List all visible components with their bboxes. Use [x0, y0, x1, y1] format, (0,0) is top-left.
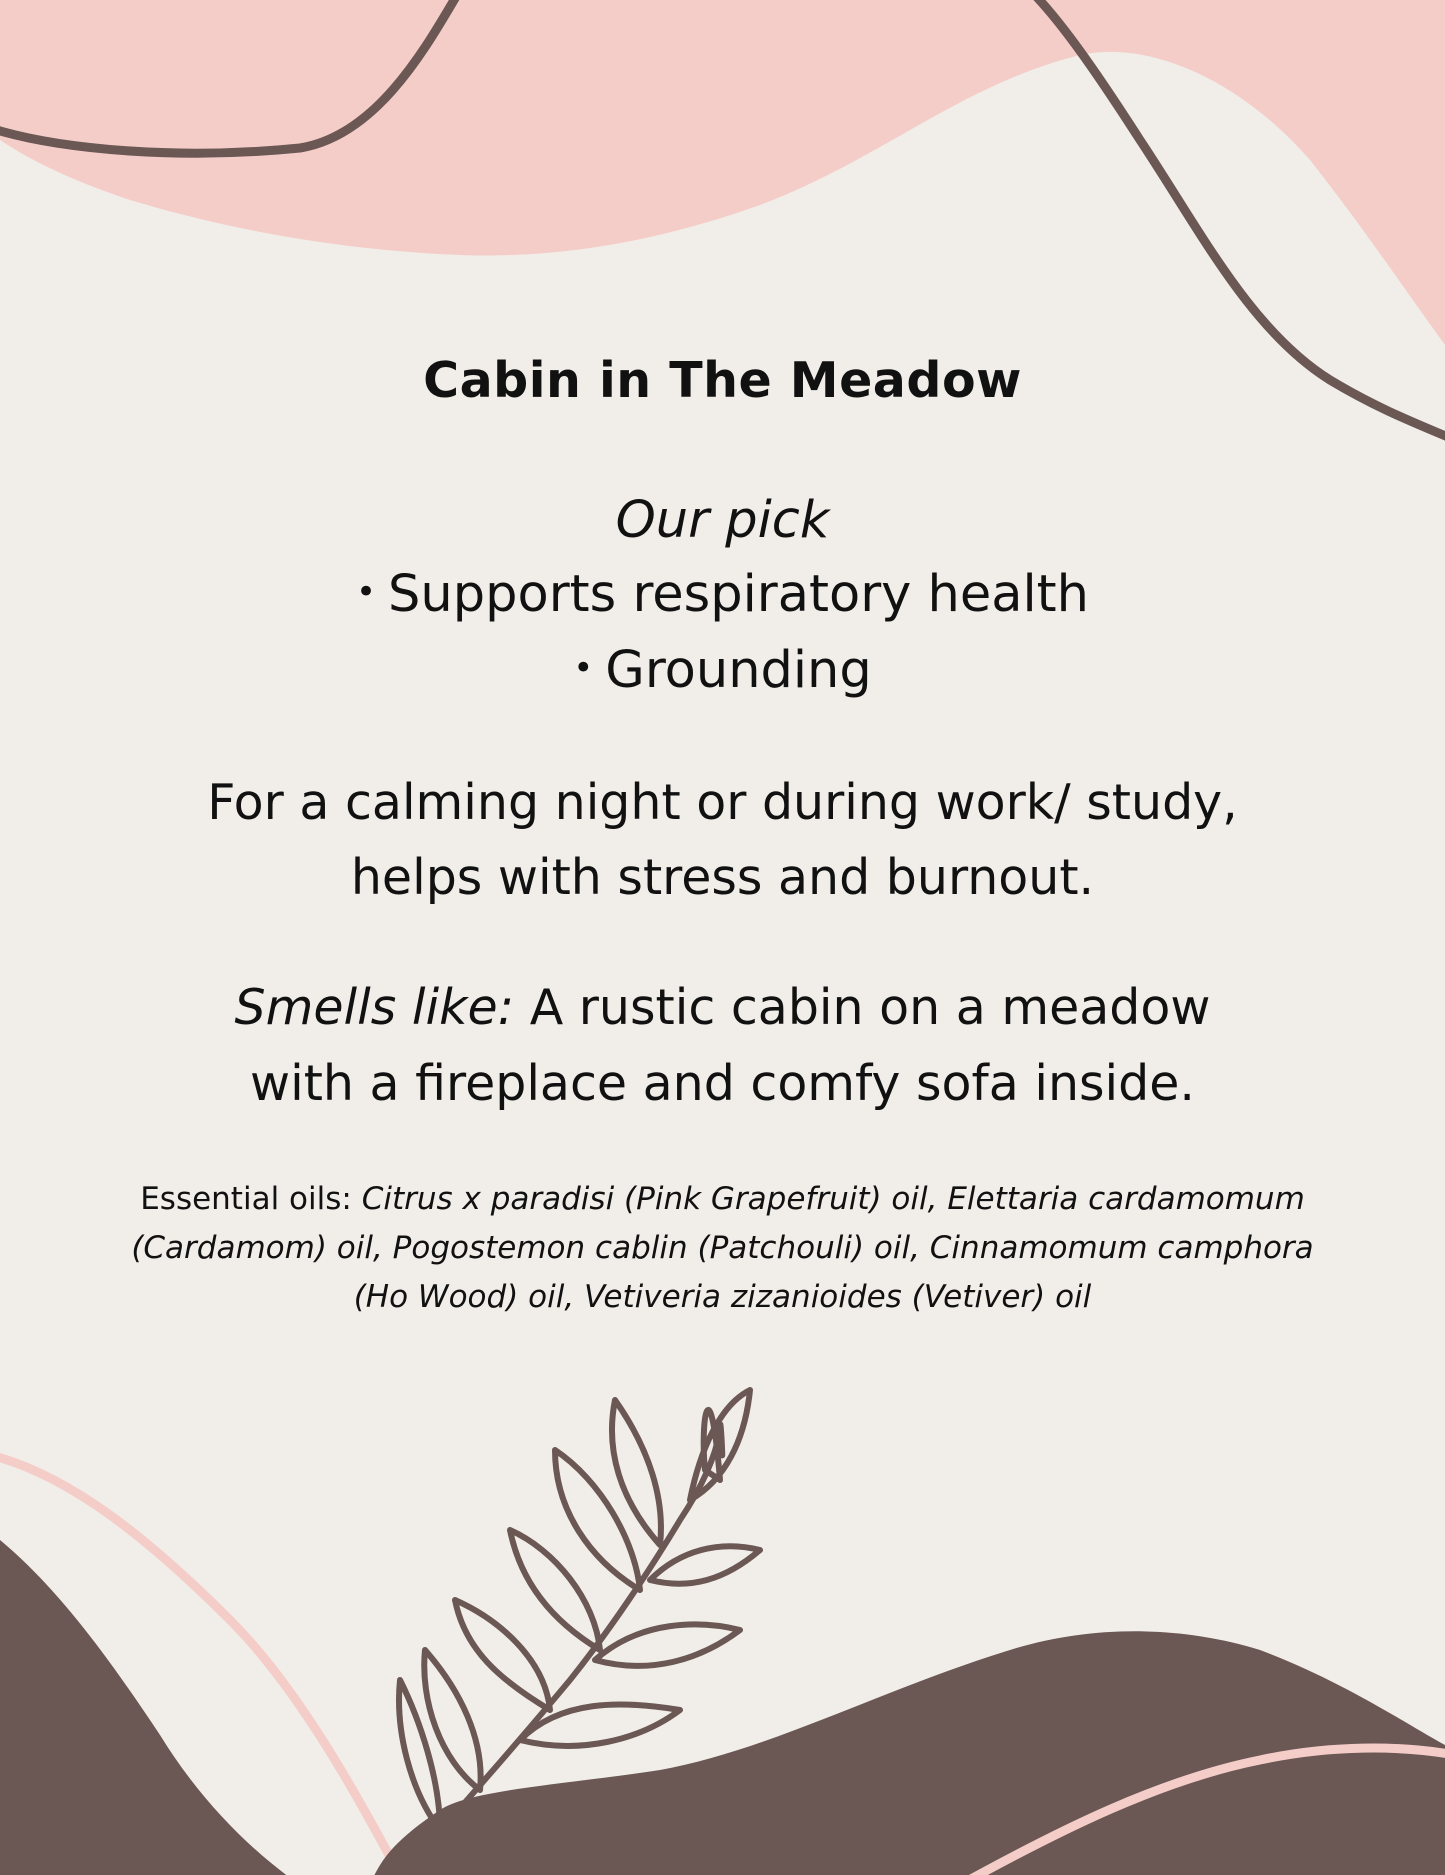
- smells-text-line1: A rustic cabin on a meadow: [529, 979, 1211, 1036]
- bullet-icon: •: [573, 648, 594, 688]
- pick-label: Our pick: [615, 491, 830, 550]
- benefit-text: Grounding: [605, 641, 872, 700]
- essential-oils: [120, 1175, 1325, 1322]
- smells-text-line2: with a fireplace and comfy sofa inside.: [250, 1055, 1195, 1112]
- oils-label: Essential oils:: [140, 1181, 352, 1217]
- description-line: helps with stress and burnout.: [350, 849, 1095, 906]
- product-title: Cabin in The Meadow: [423, 352, 1022, 409]
- smells-label: Smells like:: [234, 979, 515, 1036]
- description: [0, 765, 1445, 915]
- oils-list: Citrus x paradisi (Pink Grapefruit) oil, Elettaria cardamomum (Cardamom) oil, Pogostemon cablin (Patchouli) oil, Cinnamomum camphora (Ho Wood) oil, Vetiveria zizanioides (Vetiver) oil: [131, 1181, 1314, 1315]
- benefit-item: [0, 634, 1445, 710]
- benefit-text: Supports respiratory health: [388, 565, 1089, 624]
- description-line: For a calming night or during work/ study,: [207, 774, 1238, 831]
- smells-like: [0, 970, 1445, 1122]
- pick-section: [0, 484, 1445, 710]
- bullet-icon: •: [355, 572, 377, 612]
- benefit-item: [0, 558, 1445, 634]
